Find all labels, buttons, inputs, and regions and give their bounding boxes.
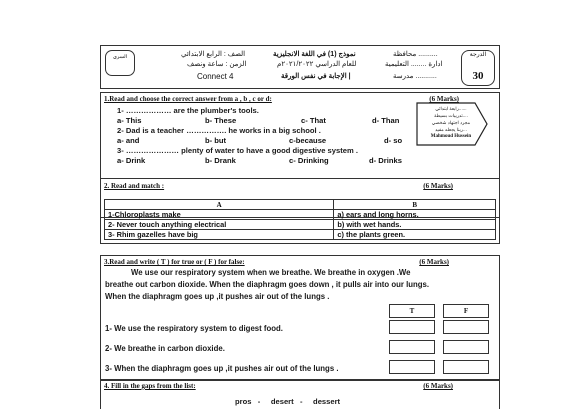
governorate-line: محافظة .......... [393,51,438,58]
true-column-header: T [389,304,435,318]
column-b-header: B [334,200,496,210]
match-b-3: c) the plants green. [334,230,496,240]
author-name: Mahmoud Hussein [430,134,472,139]
exam-header [100,45,500,89]
section-true-false [100,255,500,381]
match-a-2: 2- Never touch anything electrical [105,220,334,230]
match-a-1: 1-Chloroplasts make [105,210,334,220]
question-1: 1- ……………… are the plumber's tools. [117,106,259,115]
column-a-header: A [105,200,334,210]
section2-marks: (6 Marks) [423,182,453,190]
question-3: 3- ………………… plenty of water to have a good digestive system . [117,146,358,155]
author-note-3: مجرد اجتهاد شخصي [431,120,471,125]
q2-option-b: b- but [205,136,227,145]
academic-year: للعام الدراسي ٢٠٢١/٢٠٢٢م [277,61,357,68]
section3-marks: (6 Marks) [419,258,449,266]
statement-2: 2- We breathe in carbon dioxide. [105,344,225,353]
score-label: الدرجة [469,52,487,58]
section1-title: 1.Read and choose the correct answer from a , b , c or d: [104,95,272,103]
section4-title: 4. Fill in the gaps from the list: [104,382,196,390]
match-b-1: a) ears and long horns. [334,210,496,220]
section-fill-gaps [100,379,500,409]
q1-option-c: c- That [301,116,326,125]
false-column-header: F [443,304,489,318]
section2-title: 2. Read and match : [104,182,165,190]
score-box [461,50,495,86]
q2-option-d: d- so [384,136,403,145]
q1-option-b: b- These [205,116,237,125]
match-b-2: b) with wet hands. [334,220,496,230]
administration-line: ادارة ........ التعليمية [385,61,443,68]
school-line: مدرسة ........... [393,73,437,80]
passage-line-3: When the diaphragm goes up ,it pushes air out of the lungs . [105,292,330,301]
section4-marks: (6 Marks) [423,382,453,390]
author-note-1: رابعة ابتدائي...... [435,106,467,111]
q3-option-a: a- Drink [117,156,146,165]
connect-label: Connect 4 [197,72,234,81]
author-note-4: ربنا يجعله مفيد... [435,127,467,132]
match-row [105,230,496,240]
match-row [105,210,496,220]
time-line: الزمن : ساعة ونصف [187,61,247,68]
question-2: 2- Dad is a teacher ……………. he works in a big school . [117,126,321,135]
exam-sheet [100,45,500,406]
q2-option-c: c-because [289,136,327,145]
author-arrow-badge [415,101,489,147]
answer-t-2[interactable] [389,340,435,354]
statement-3: 3- When the diaphragm goes up ,it pushes air out of the lungs . [105,364,339,373]
word-list: pros - desert - dessert [235,397,341,406]
match-row [105,220,496,230]
q2-option-a: a- and [117,136,140,145]
q1-option-d: d- Than [372,116,400,125]
passage-line-2: breathe out carbon dioxide. When the diaphragm goes down , it pulls air into our lungs. [105,280,430,289]
secret-number-label: السري [112,54,128,60]
author-notes [423,105,479,140]
answer-note: الإجابة في نفس الورقة | [281,73,351,80]
section-match [100,178,500,244]
secret-number-box [105,50,135,76]
section3-title: 3.Read and write ( T ) for true or ( F ) for false: [104,258,245,266]
match-header-row [105,200,496,210]
score-value: 30 [472,70,484,82]
answer-t-3[interactable] [389,360,435,374]
answer-f-1[interactable] [443,320,489,334]
answer-t-1[interactable] [389,320,435,334]
grade-line: الصف : الرابع الابتدائي [181,51,246,58]
match-table [104,199,496,240]
answer-f-3[interactable] [443,360,489,374]
q1-option-a: a- This [117,116,142,125]
q3-option-b: b- Drank [205,156,236,165]
model-title: نموذج (1) في اللغة الانجليزية [273,51,356,58]
author-note-2: تدريبات بسيطة.... [434,113,468,118]
section1-marks: (6 Marks) [429,95,459,103]
statement-1: 1- We use the respiratory system to digest food. [105,324,283,333]
q3-option-d: d- Drinks [369,156,402,165]
q3-option-c: c- Drinking [289,156,329,165]
passage-line-1: We use our respiratory system when we breathe. We breathe in oxygen .We [131,268,411,277]
match-a-3: 3- Rhim gazelles have big [105,230,334,240]
answer-f-2[interactable] [443,340,489,354]
